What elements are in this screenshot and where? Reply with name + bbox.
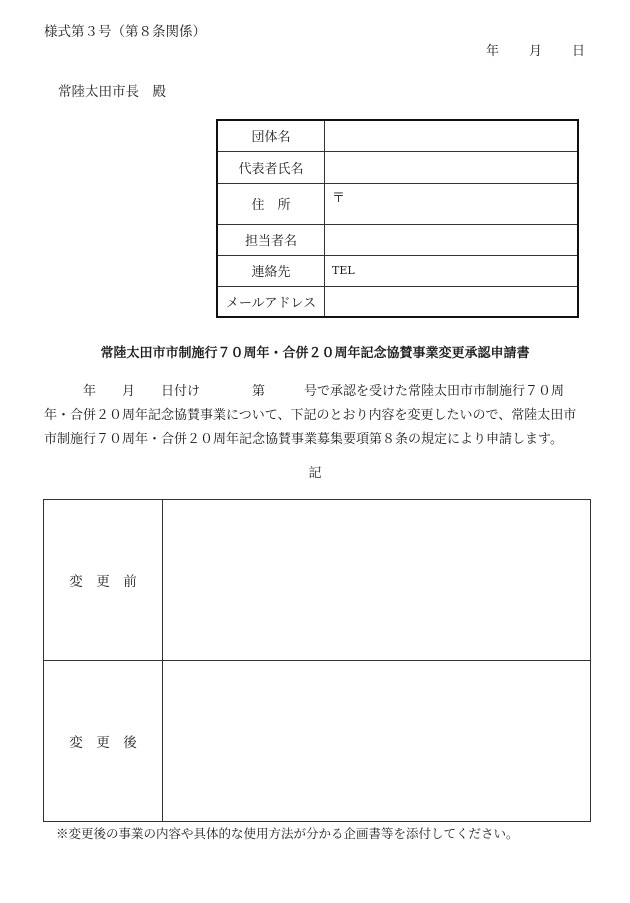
- form-number: 様式第３号（第８条関係）: [44, 24, 206, 40]
- date-line: [486, 40, 585, 59]
- table-row: [44, 661, 591, 822]
- addressee: 常陸太田市長 殿: [58, 84, 166, 100]
- table-row: [217, 286, 578, 317]
- contact-label: 連絡先: [217, 255, 325, 286]
- contact-person-label: 担当者名: [217, 224, 325, 255]
- organization-name-field[interactable]: [325, 120, 579, 151]
- email-label: メールアドレス: [217, 286, 325, 317]
- representative-name-field[interactable]: [325, 151, 579, 183]
- table-row: [217, 183, 578, 224]
- table-row: [217, 120, 578, 151]
- email-field[interactable]: [325, 286, 579, 317]
- address-label: 住 所: [217, 183, 325, 224]
- after-change-field[interactable]: [163, 661, 591, 822]
- after-change-label: 変 更 後: [44, 661, 163, 822]
- table-row: [217, 255, 578, 286]
- before-change-field[interactable]: [163, 500, 591, 661]
- attachment-note: ※変更後の事業の内容や具体的な使用方法が分かる企画書等を添付してください。: [56, 826, 519, 841]
- before-change-label: 変 更 前: [44, 500, 163, 661]
- contact-person-field[interactable]: [325, 224, 579, 255]
- ki-heading: 記: [308, 466, 322, 481]
- date-month-label: 月: [528, 44, 542, 59]
- table-row: [217, 151, 578, 183]
- applicant-info-table: [216, 119, 579, 318]
- table-row: [44, 500, 591, 661]
- organization-name-label: 団体名: [217, 120, 325, 151]
- date-year-label: 年: [485, 44, 499, 59]
- document-title: 常陸太田市市制施行７０周年・合併２０周年記念協賛事業変更承認申請書: [100, 346, 530, 361]
- contact-tel-field[interactable]: TEL: [325, 255, 579, 286]
- date-day-label: 日: [571, 44, 585, 59]
- table-row: [217, 224, 578, 255]
- body-paragraph: 年 月 日付け 第 号で承認を受けた常陸太田市市制施行７０周年・合併２０周年記念協賛事業について、下記のとおり内容を変更したいので、常陸太田市市制施行７０周年・合併２０周年記念協賛事業募集要項第８条の規定により申請します。: [44, 384, 577, 447]
- address-field[interactable]: 〒: [325, 183, 579, 224]
- changes-table: [43, 499, 591, 822]
- representative-name-label: 代表者氏名: [217, 151, 325, 183]
